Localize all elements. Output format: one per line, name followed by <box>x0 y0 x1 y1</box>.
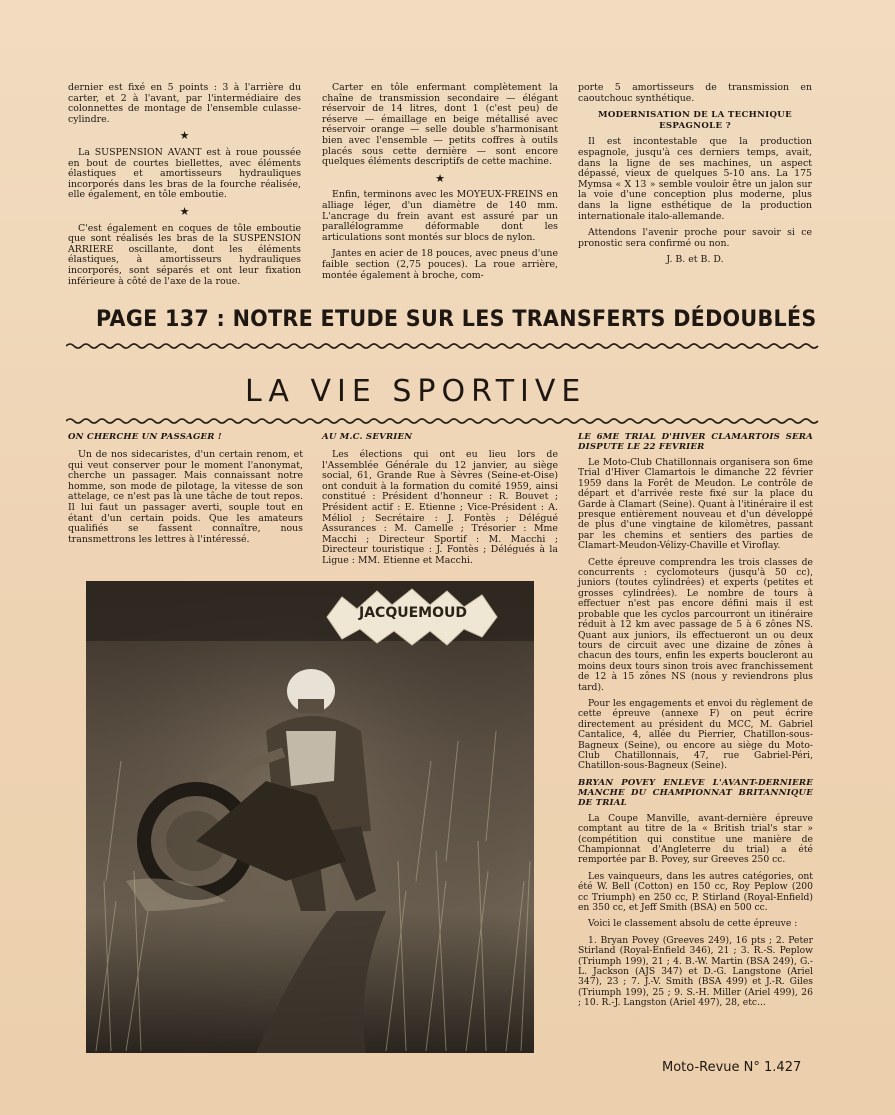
article-passager <box>68 432 303 551</box>
paragraph: La Coupe Manville, avant-dernière épreuve comptant au titre de la « British trial's star » (compétition qui constitue une manière de Championnat d'Angleterre du trial) a été remportée par B. Povey, sur Greeves 250 cc. <box>578 812 813 866</box>
top-column-1 <box>68 83 301 293</box>
paragraph: Carter en tôle enfermant complètement la chaîne de transmission secondaire — élégant réservoir de 14 litres, dont 1 (c'est peu) de réserve — émaillage en beige métallisé avec réservoir orange — selle double s'harmonisant bien avec l'ensemble — petits coffres à outils placés sous cette dernière — sont encore quelques éléments descriptifs de cette machine. <box>322 82 558 168</box>
photo-image <box>86 581 534 1053</box>
signature: J. B. et B. D. <box>666 254 724 266</box>
paragraph: Pour les engagements et envoi du règlement de cette épreuve (annexe F) on peut écrire directement au président du MCC, M. Gabriel Cantalice, 4, allée du Pierrier, Chatillon-sous-Bagneux (Seine), ou encore au siège du Moto-Club Chatillonnais, 47, rue Gabriel-Péri, Chatillon-sous-Bagneux (Seine). <box>578 697 813 772</box>
paragraph: Cette épreuve comprendra les trois classes de concurrents : cyclomoteurs (jusqu'à 50 cc), juniors (toutes cylindrées) et experts (petites et grosses cylindrées). Le nombre de tours à effectuer n'est pas encore défini mais il est probable que les cyclos parcourront un itinéraire réduit à 12 km avec passage de 5 à 6 zônes NS. Quant aux juniors, ils effectueront un ou deux tours de circuit avec une dizaine de zônes à chacun des tours, enfin les experts boucleront au moins deux tours sinon trois avec franchissement de 12 à 15 zônes NS (nous y reviendrons plus tard). <box>578 556 813 693</box>
wavy-rule-top <box>66 342 821 350</box>
paragraph: Il est incontestable que la production espagnole, jusqu'à ces derniers temps, avait, dans la ligne de ses machines, un aspect dépassé, vieux de quelques 5-10 ans. La 175 Mymsa « X 13 » semble vouloir être un jalon sur la voie d'une conception plus moderne, plus dans la ligne esthétique de la production internationale italo-allemande. <box>578 136 812 222</box>
page-footer: Moto-Revue N° 1.427 <box>662 1060 802 1075</box>
paragraph: Les élections qui ont eu lieu lors de l'Assemblée Générale du 12 janvier, au siège social, 61, Grande Rue à Sèvres (Seine-et-Oise) ont conduit à la formation du comité 1959, ainsi constitué : Président d'honneur : R. Bouvet ; Président actif : E. Etienne ; Vice-Président : A. Méliol ; Secrétaire : J. Fontès ; Délégué Assurances : M. Camelle ; Trésorier : Mme Macchi ; Directeur Sportif : M. Macchi ; Directeur touristique : J. Fontès ; Délégués à la Ligue : MM. Etienne et Macchi. <box>322 449 558 566</box>
section-title: LA VIE SPORTIVE <box>245 374 587 409</box>
paragraph: dernier est fixé en 5 points : 3 à l'arrière du carter, et 2 à l'avant, par l'intermédiaire des colonnettes de montage de l'ensemble culasse-cylindre. <box>68 82 301 125</box>
star-separator: ★ <box>179 204 190 218</box>
paragraph: C'est également en coques de tôle emboutie que sont réalisés les bras de la SUSPENSION ARRIERE oscillante, dont les éléments élastiques, à amortisseurs hydrauliques incorporés, sont séparés et ont leur fixation inférieure à côté de l'axe de la roue. <box>68 222 301 287</box>
star-separator: ★ <box>179 129 190 143</box>
article-heading: ON CHERCHE UN PASSAGER ! <box>68 432 222 442</box>
wavy-rule-bottom <box>66 417 821 425</box>
trial-rider-photo <box>86 581 534 1053</box>
top-column-3 <box>578 83 812 266</box>
paragraph: Enfin, terminons avec les MOYEUX-FREINS en alliage léger, d'un diamètre de 140 mm. L'ancrage du frein avant est assuré par un parallélogramme déformable dont les articulations sont montés sur blocs de nylon. <box>322 189 558 243</box>
star-separator: ★ <box>435 171 445 185</box>
article-column-right <box>578 432 813 1015</box>
article-mc-sevrien <box>322 432 558 573</box>
paragraph: Attendons l'avenir proche pour savoir si ce pronostic sera confirmé ou non. <box>578 227 812 249</box>
paragraph: Un de nos sidecaristes, d'un certain renom, et qui veut conserver pour le moment l'anonymat, cherche un passager. Mais connaissant notre homme, son mode de pilotage, la vitesse de son attelage, ce n'est pas là une tâche de tout repos. Il lui faut un passager averti, souple tout en étant d'un certain poids. Que les amateurs qualifiés se fassent connaître, nous transmettrons les lettres à l'intéressé. <box>68 449 303 545</box>
paragraph: Le Moto-Club Chatillonnais organisera son 6me Trial d'Hiver Clamartois le dimanche 22 février 1959 dans la Forêt de Meudon. Le contrôle de départ et d'arrivée reste fixé sur la place du Garde à Clamart (Seine). Quant à l'itinéraire il est presque entièrement nouveau et d'un développé de plus d'une vingtaine de kilomètres, passant par les chemins et sentiers des parties de Clamart-Meudon-Vélizy-Chaville et Viroflay. <box>578 457 813 552</box>
top-column-2 <box>322 83 558 287</box>
results-list: 1. Bryan Povey (Greeves 249), 16 pts ; 2. Peter Stirland (Royal-Enfield 346), 21 ; 3. R.-S. Peplow (Triumph 199), 21 ; 4. B.-W. Martin (BSA 249), G.-L. Jackson (AJS 347) et D.-G. Langstone (Ariel 347), 23 ; 7. J.-V. Smith (BSA 499) et J.-R. Giles (Triumph 199), 25 ; 9. S.-H. Miller (Ariel 499), 26 ; 10. R.-J. Langston (Ariel 497), 28, etc... <box>578 934 813 1009</box>
photo-caption: JACQUEMOUD <box>359 605 467 621</box>
paragraph: Les vainqueurs, dans les autres catégories, ont été W. Bell (Cotton) en 150 cc, Roy Peplow (200 cc Triumph) en 250 cc, P. Stirland (Royal-Enfield) en 350 cc, et Jeff Smith (BSA) en 500 cc. <box>578 870 813 914</box>
article-heading: AU M.C. SEVRIEN <box>322 432 413 442</box>
paragraph: Voici le classement absolu de cette épreuve : <box>588 918 798 930</box>
paragraph: porte 5 amortisseurs de transmission en caoutchouc synthétique. <box>578 82 812 104</box>
paragraph: Jantes en acier de 18 pouces, avec pneus d'une faible section (2,75 pouces). La roue arrière, montée également à broche, com- <box>322 248 558 281</box>
page-137-banner: PAGE 137 : NOTRE ETUDE SUR LES TRANSFERTS DÉDOUBLÉS <box>96 306 817 332</box>
article-heading: LE 6ME TRIAL D'HIVER CLAMARTOIS SERA DISPUTE LE 22 FEVRIER <box>578 432 813 452</box>
subheading: MODERNISATION DE LA TECHNIQUE ESPAGNOLE ? <box>598 110 792 131</box>
paragraph: La SUSPENSION AVANT est à roue poussée en bout de courtes biellettes, avec éléments élastiques et amortisseurs hydrauliques incorporés dans les bras de la fourche réalisée, elle également, en tôle emboutie. <box>68 146 301 201</box>
article-heading: BRYAN POVEY ENLEVE L'AVANT-DERNIERE MANCHE DU CHAMPIONNAT BRITANNIQUE DE TRIAL <box>578 777 813 808</box>
